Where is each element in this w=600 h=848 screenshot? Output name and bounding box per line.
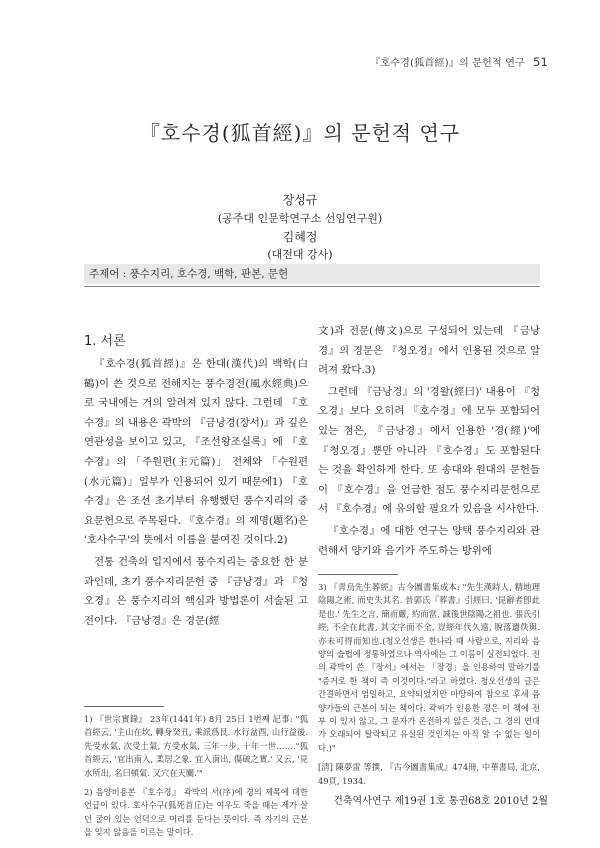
keywords-divider <box>84 286 540 287</box>
right-column-body <box>318 322 540 561</box>
footnote-rule <box>318 574 398 575</box>
paragraph: 文)과 전문(傳文)으로 구성되어 있는데 『금낭경』의 경문은 『청오경』에서 인용된 것으로 알려져 왔다.3) <box>318 325 540 377</box>
paragraph: 전통 건축의 입지에서 풍수지리는 중요한 한 분과인데, 초기 풍수지리문헌 중 『금낭경』과 『청오경』은 풍수지리의 핵심과 방법론이 서술된 고전이다. 『금낭경』은 경문(經 <box>84 555 308 627</box>
section-title: 1. 서론 <box>84 334 126 349</box>
paper-title: 『호수경(狐首經)』의 문헌적 연구 <box>139 121 461 145</box>
footnote: 2) 음양비용본 『호수경』 곽박의 서(序)에 경의 제목에 대한 언급이 있다. 호사수구(狐死首丘)는 여우도 죽을 때는 제가 살던 굴이 있는 언덕으로 머리를 둔다는 뜻이다. 즉 자기의 근본을 잊지 않음을 이르는 말이다. <box>84 787 308 838</box>
author-name-2: 김혜정 <box>282 230 318 244</box>
journal-footer: 건축역사연구 제19권 1호 통권68호 2010년 2월 <box>333 796 548 807</box>
footnote: [淸] 陳夢雷 等撰, 『古今圖書集成』474冊, 中華書局, 北京, 49頁, 1934. <box>318 762 540 786</box>
right-footnotes <box>318 581 540 794</box>
footnote: 1) 『世宗實錄』 23年(1441年) 8月 25日 1번째 記事: "狐首經云, '主山在坎, 轉身癸丑, 乘派爲艮. 水行盆酉, 山行益後. 先受水氣, 次受土氣, 方受水氣, 三年一步, 十年一世.……"狐首經云, '宜出南入, 柔居之象. 宜入南出, 傷破之實.' 又云, '見水所出, 名曰頓氣. 又穴在天關.'" <box>84 714 308 778</box>
author-affiliation-1: (공주대 인문학연구소 선임연구원) <box>217 212 383 225</box>
running-title: 『호수경(狐首經)』의 문헌적 연구 <box>370 58 525 69</box>
page-number: 51 <box>532 55 548 69</box>
author-name-1: 장성규 <box>282 193 318 207</box>
author-affiliation-2: (대전대 강사) <box>267 248 333 261</box>
left-column-body <box>84 355 308 631</box>
paragraph: 그런데 『금낭경』의 '경왈(經曰)' 내용이 『청오경』보다 오히려 『호수경』에 모두 포함되어 있는 점은, 『금낭경』에서 인용한 '경(經)'에 『청오경』뿐만 아니라 『호수경』도 포함된다는 것을 확인하게 한다. 또 송대와 원대의 문헌들이 『호수경』을 언급한 점도 풍수지리문헌으로서 『호수경』에 유의할 필요가 있음을 시사한다. <box>318 385 540 516</box>
keywords: 주제어 : 풍수지리, 호수경, 백학, 판본, 문헌 <box>89 268 289 280</box>
footnote: 3) 『靑烏先生葬經』古今圖書集成本: "先生漢時人, 精地理陰陽之術, 而史失其名. 晉郭氏『葬書』引經曰, '昆辭者卽此是也.' 先生之言, 簡而嚴, 約而當, 誠後世陰陽之祖也. 張氏引經, 不全在此書, 其文字面不全, 豈經年代久遠, 脫落遺佚與. 亦未可得而知也.(청오선생은 한나라 때 사람으로, 지리와 음양의 술법에 정통하였으나 역사에는 그 이름이 실전되었다. 진의 곽박이 쓴 『장서』에서는 「장경」을 인용하여 말하기를 "증거로 한 책이 즉 이것이다."라고 하였다. 청오선생의 글은 간결하면서 엄밀하고, 요약되었지만 마땅하여 참으로 후세 음양가들의 근본이 되는 책이다. 곽씨가 인용한 경은 이 책에 전부 이 있지 않고, 그 문자가 온전하지 않은 것은, 그 경의 연대가 오래되어 탈락되고 유실된 것인지는 아직 알 수 없는 일이다.)" <box>318 582 540 753</box>
footnote-rule <box>84 706 164 707</box>
left-footnotes <box>84 713 308 846</box>
paragraph: 『호수경』에 대한 연구는 양택 풍수지리와 관련해서 양기와 음기가 주도하는 방위에 <box>318 524 540 557</box>
running-header <box>370 54 548 69</box>
paragraph: 『호수경(狐首經)』은 한대(漢代)의 백학(白鶴)이 쓴 것으로 전해지는 풍수경전(風水經典)으로 국내에는 거의 알려져 있지 않다. 그런데 『호수경』의 내용은 곽박의 『금낭경(장서)』과 깊은 연관성을 보이고 있고, 『조선왕조실록』에 『호수경』의 「주원편(主元篇)」 전체와 「수원편(水元篇)」일부가 인용되어 있기 때문에1) 『호수경』은 조선 초기부터 유행했던 풍수지리의 중요문헌으로 주목된다. 『호수경』의 제명(題名)은 '호사수구'의 뜻에서 이름을 붙여진 것이다.2) <box>84 358 308 547</box>
